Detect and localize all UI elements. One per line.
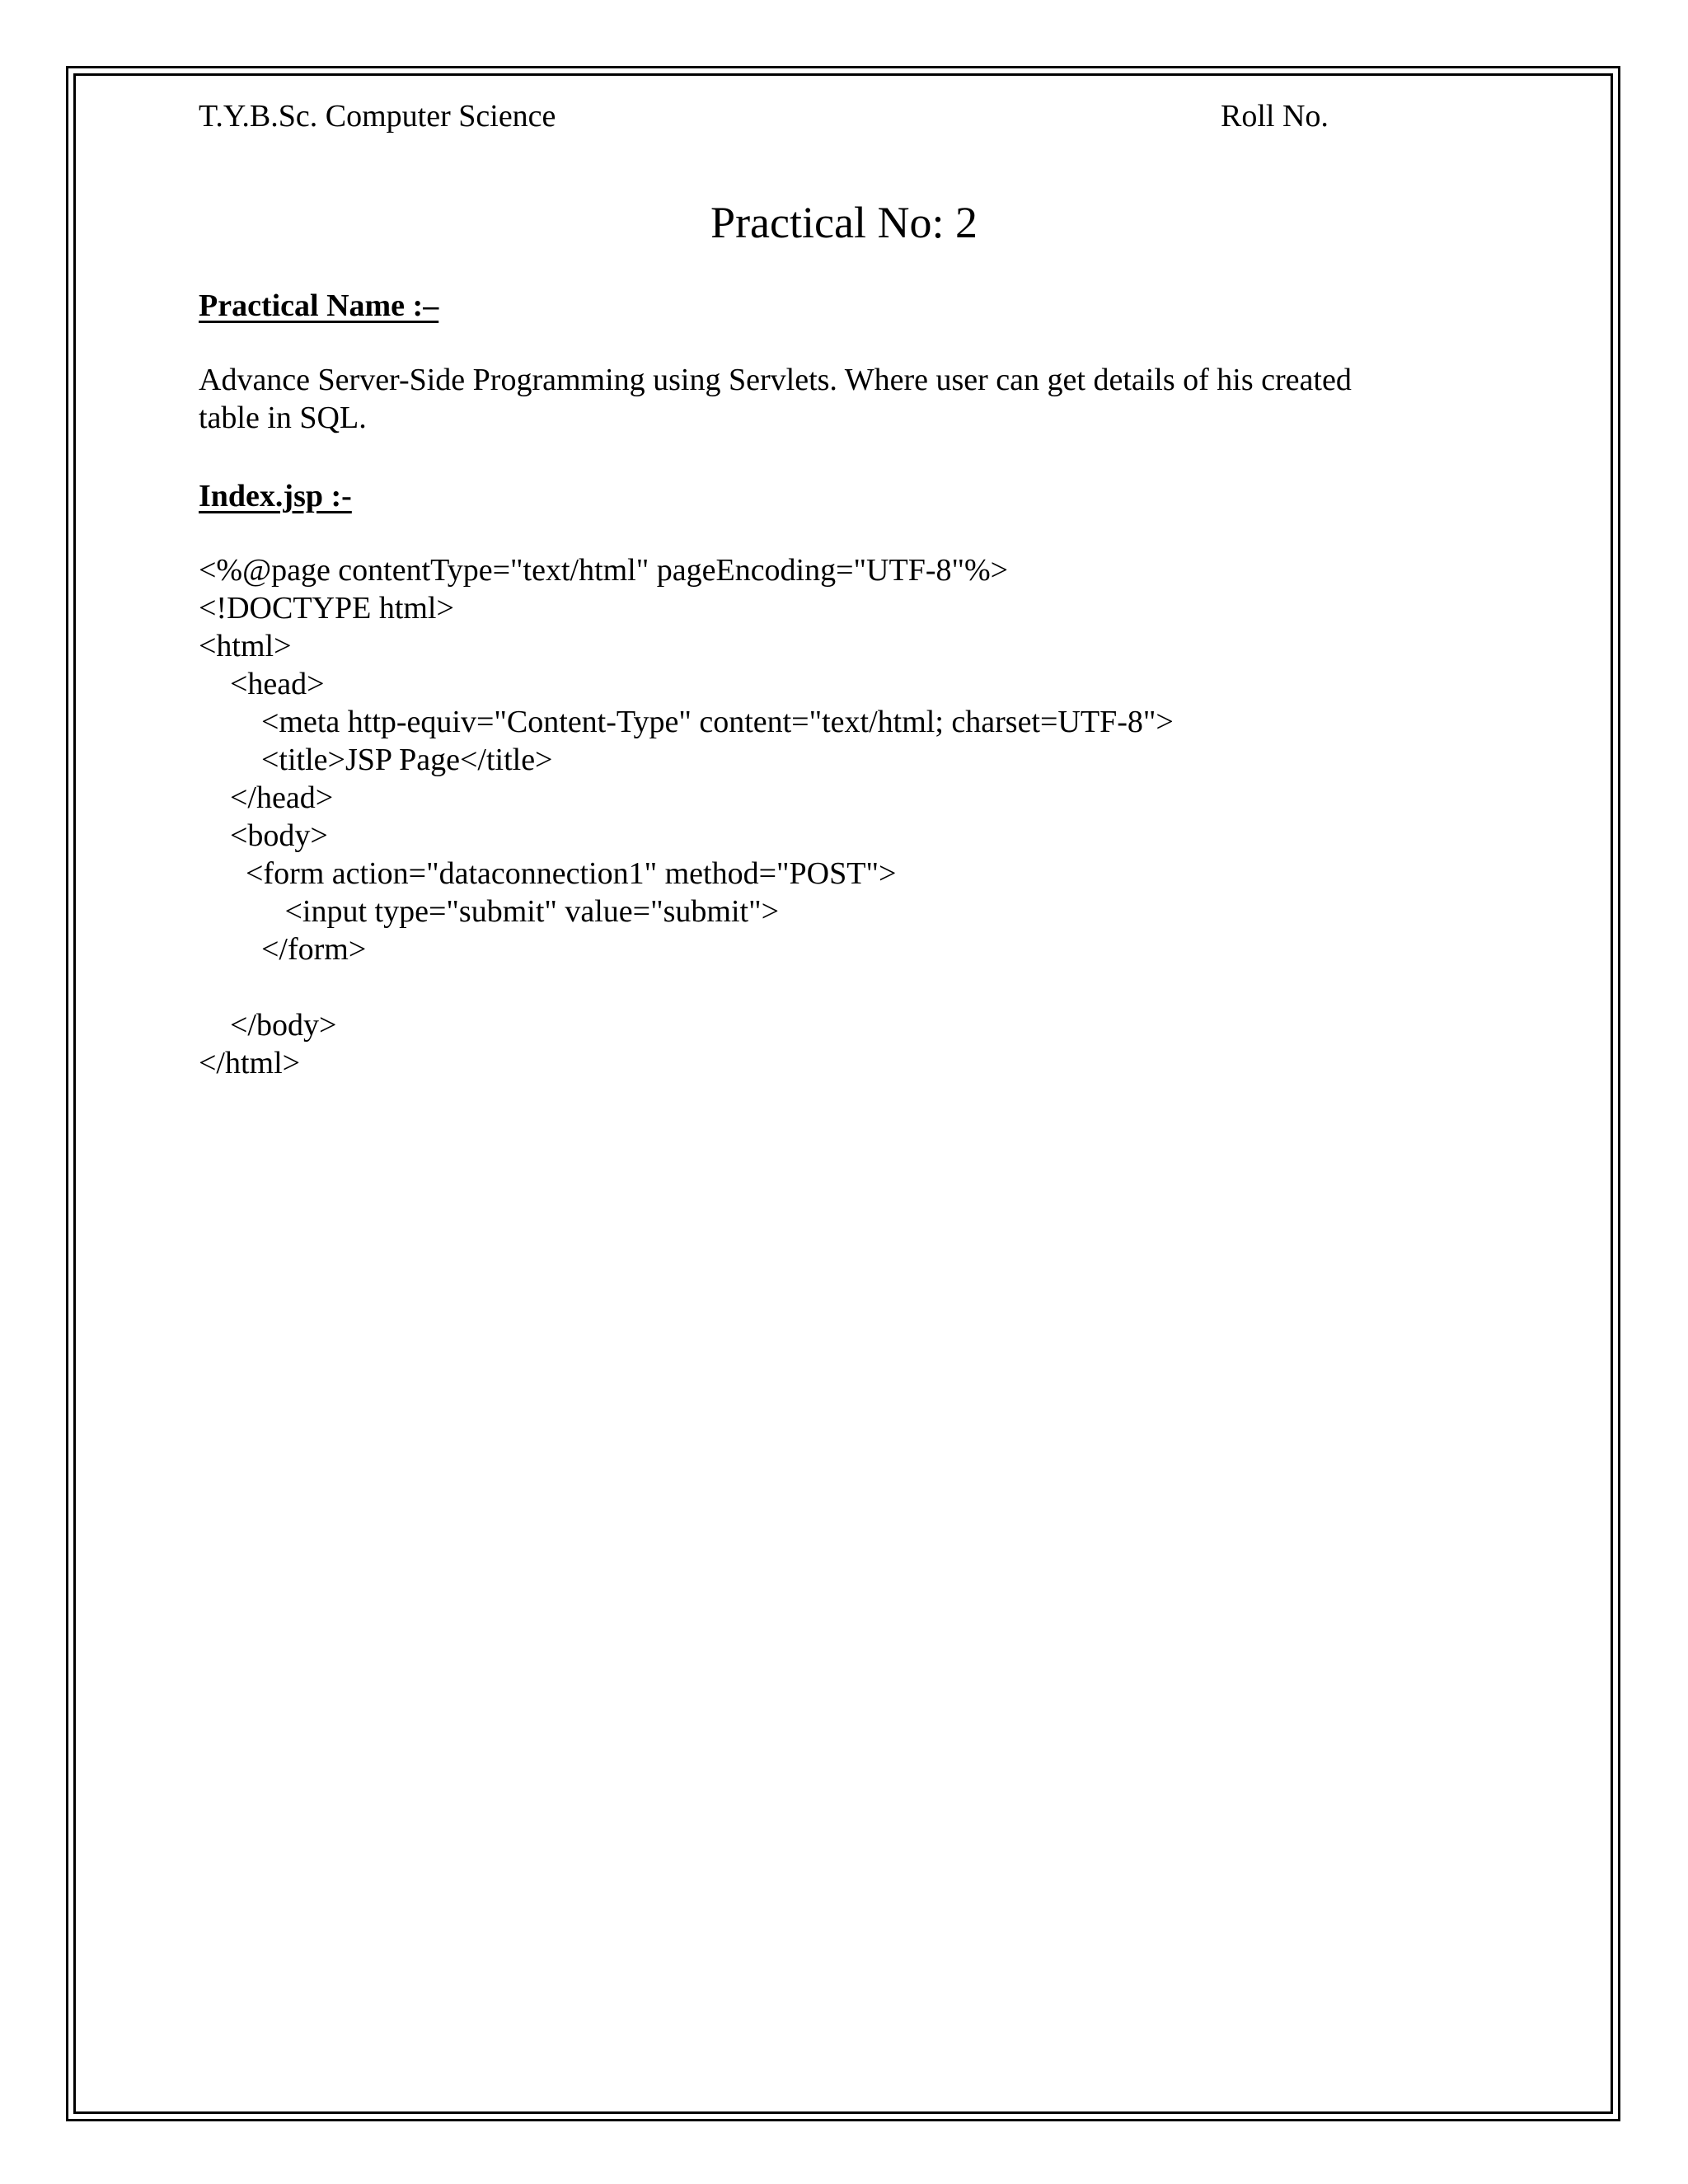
code-line: </body> (199, 1008, 337, 1043)
roll-number-label: Roll No. (1221, 99, 1329, 134)
code-line: </form> (199, 932, 367, 967)
code-line: </html> (199, 1046, 301, 1080)
code-line: <form action="dataconnection1" method="POST"> (199, 856, 897, 891)
code-line: <head> (199, 667, 325, 701)
code-line (199, 968, 1174, 1006)
description-line: table in SQL. (199, 401, 367, 435)
index-jsp-heading: Index.jsp :- (199, 479, 352, 513)
code-line: <meta http-equiv="Content-Type" content="text/html; charset=UTF-8"> (199, 705, 1174, 739)
code-line: <%@page contentType="text/html" pageEncoding="UTF-8"%> (199, 553, 1009, 588)
description-line: Advance Server-Side Programming using Servlets. Where user can get details of his created (199, 363, 1352, 397)
code-line: <html> (199, 629, 292, 663)
course-name: T.Y.B.Sc. Computer Science (199, 99, 556, 134)
practical-name-heading: Practical Name :– (199, 288, 439, 323)
code-listing (199, 551, 1174, 1082)
code-line: </head> (199, 780, 334, 815)
code-line: <input type="submit" value="submit"> (199, 894, 780, 929)
practical-title: Practical No: 2 (710, 198, 978, 247)
code-line: <body> (199, 818, 328, 853)
practical-description (199, 361, 1468, 437)
code-line: <!DOCTYPE html> (199, 591, 454, 626)
code-line: <title>JSP Page</title> (199, 743, 553, 777)
